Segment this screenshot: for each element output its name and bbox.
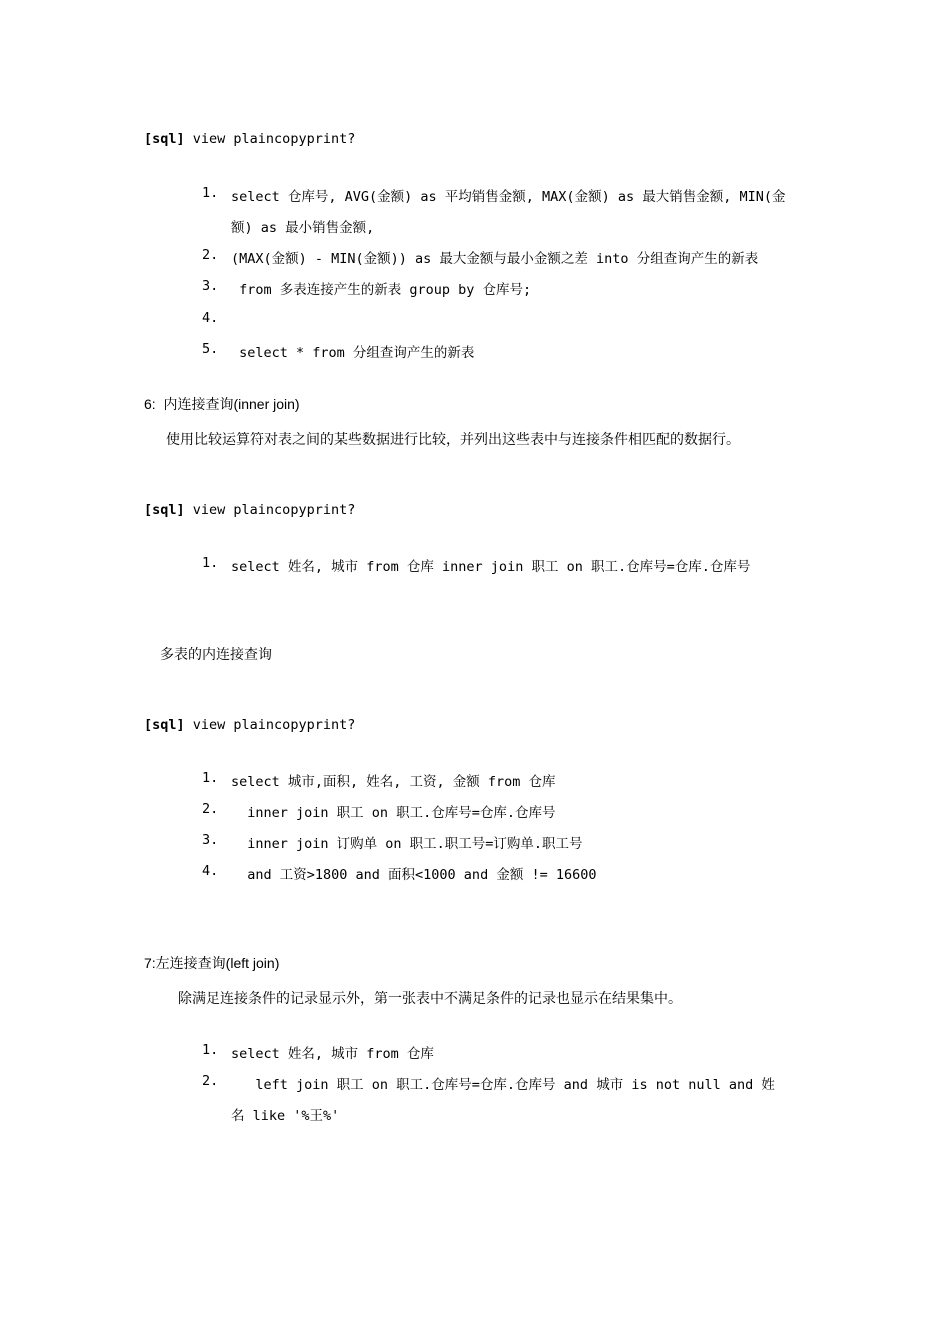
code-toolbar bbox=[144, 717, 355, 733]
code-toolbar-links[interactable]: view plaincopyprint? bbox=[192, 502, 356, 518]
sub-heading: 多表的内连接查询 bbox=[160, 647, 272, 663]
line-number: 1. bbox=[202, 555, 219, 571]
code-toolbar-links[interactable]: view plaincopyprint? bbox=[192, 131, 356, 147]
code-line: select * from 分组查询产生的新表 bbox=[231, 345, 475, 361]
code-line: select 姓名, 城市 from 仓库 bbox=[231, 1046, 434, 1062]
line-number: 2. bbox=[202, 801, 219, 817]
section-description: 使用比较运算符对表之间的某些数据进行比较，并列出这些表中与连接条件相匹配的数据行。 bbox=[166, 432, 740, 448]
section-heading: 6: 内连接查询(inner join) bbox=[144, 396, 300, 412]
code-line: and 工资>1800 and 面积<1000 and 金额 != 16600 bbox=[231, 867, 597, 883]
code-line: (MAX(金额) - MIN(金额)) as 最大金额与最小金额之差 into 分组查询产生的新表 bbox=[231, 251, 759, 267]
line-number: 2. bbox=[202, 247, 219, 263]
code-toolbar bbox=[144, 502, 355, 518]
code-line: from 多表连接产生的新表 group by 仓库号; bbox=[231, 282, 532, 298]
code-line: left join 职工 on 职工.仓库号=仓库.仓库号 and 城市 is not null and 姓 bbox=[231, 1077, 775, 1093]
section-heading: 7:左连接查询(left join) bbox=[144, 955, 280, 971]
code-line: 额) as 最小销售金额, bbox=[231, 220, 375, 236]
code-line: select 姓名, 城市 from 仓库 inner join 职工 on 职工.仓库号=仓库.仓库号 bbox=[231, 559, 751, 575]
line-number: 3. bbox=[202, 278, 219, 294]
code-language-label: [sql] bbox=[144, 131, 185, 147]
line-number: 2. bbox=[202, 1073, 219, 1089]
line-number: 1. bbox=[202, 770, 219, 786]
code-line: select 仓库号, AVG(金额) as 平均销售金额, MAX(金额) as 最大销售金额, MIN(金 bbox=[231, 189, 786, 205]
code-language-label: [sql] bbox=[144, 717, 185, 733]
code-language-label: [sql] bbox=[144, 502, 185, 518]
line-number: 3. bbox=[202, 832, 219, 848]
line-number: 4. bbox=[202, 863, 219, 879]
section-description: 除满足连接条件的记录显示外，第一张表中不满足条件的记录也显示在结果集中。 bbox=[178, 991, 682, 1007]
line-number: 5. bbox=[202, 341, 219, 357]
code-line: inner join 订购单 on 职工.职工号=订购单.职工号 bbox=[231, 836, 583, 852]
line-number: 1. bbox=[202, 185, 219, 201]
code-toolbar-links[interactable]: view plaincopyprint? bbox=[192, 717, 356, 733]
code-line: select 城市,面积, 姓名, 工资, 金额 from 仓库 bbox=[231, 774, 556, 790]
code-toolbar bbox=[144, 131, 355, 147]
line-number: 1. bbox=[202, 1042, 219, 1058]
code-line: 名 like '%王%' bbox=[231, 1108, 340, 1124]
line-number: 4. bbox=[202, 310, 219, 326]
code-line: inner join 职工 on 职工.仓库号=仓库.仓库号 bbox=[231, 805, 556, 821]
